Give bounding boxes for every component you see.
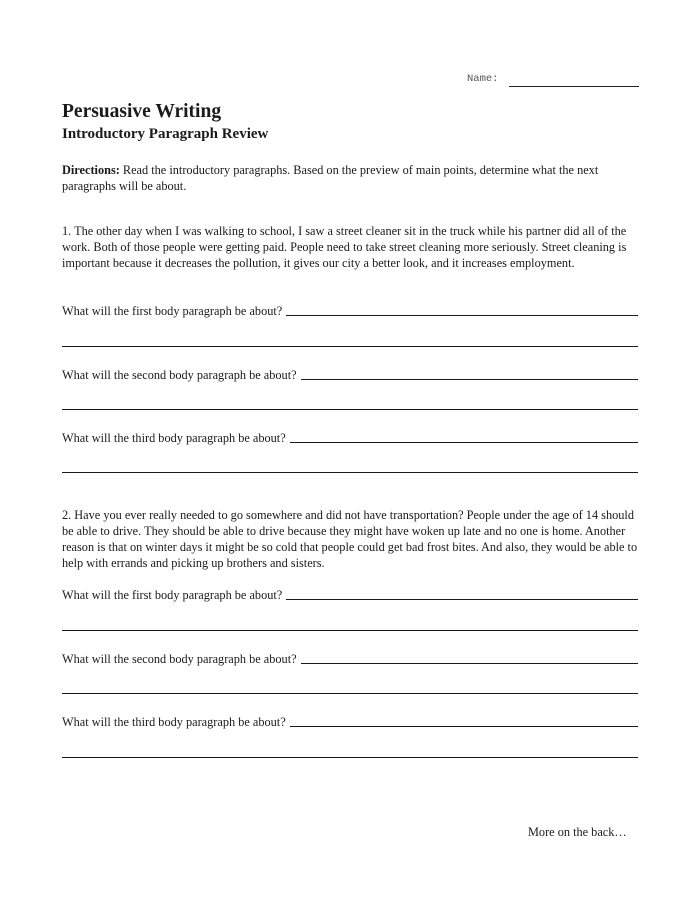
question-text: What will the first body paragraph be about? xyxy=(62,588,283,602)
question-row xyxy=(62,301,638,319)
name-label: Name: xyxy=(467,73,499,85)
name-answer-line[interactable] xyxy=(509,86,639,87)
worksheet-title: Persuasive Writing xyxy=(62,101,222,122)
directions xyxy=(62,162,640,194)
answer-line[interactable] xyxy=(62,693,638,694)
question-row xyxy=(62,585,638,603)
answer-line[interactable] xyxy=(290,442,638,443)
passage-1: 1. The other day when I was walking to school, I saw a street cleaner sit in the truck while his partner did all of the work. Both of those people were getting paid. People need to take street cleaning more seriously. Street cleaning is important because it decreases the pollution, it gives our city a better look, and it increases employment. xyxy=(62,224,627,270)
name-field[interactable] xyxy=(467,73,639,89)
answer-line[interactable] xyxy=(290,726,638,727)
answer-line[interactable] xyxy=(301,379,638,380)
question-text: What will the first body paragraph be about? xyxy=(62,304,283,318)
footer-note: More on the back… xyxy=(528,825,627,839)
question-row xyxy=(62,428,638,446)
directions-text: Read the introductory paragraphs. Based on the preview of main points, determine what the next paragraphs will be about. xyxy=(62,163,599,193)
answer-line[interactable] xyxy=(286,599,638,600)
question-text: What will the third body paragraph be about? xyxy=(62,431,286,445)
answer-line[interactable] xyxy=(62,630,638,631)
passage-2: 2. Have you ever really needed to go somewhere and did not have transportation? People under the age of 14 should be able to drive. They should be able to drive because they might have woken up late and no one is home. Another reason is that on winter days it might be so cold that people could get bad frost bites. And also, they would be able to help with errands and picking up brothers and sisters. xyxy=(62,508,638,570)
answer-line[interactable] xyxy=(62,757,638,758)
answer-line[interactable] xyxy=(62,472,638,473)
question-row xyxy=(62,365,638,383)
question-row xyxy=(62,649,638,667)
question-row xyxy=(62,712,638,730)
answer-line[interactable] xyxy=(286,315,638,316)
answer-line[interactable] xyxy=(62,346,638,347)
question-text: What will the second body paragraph be about? xyxy=(62,368,297,382)
worksheet-subtitle: Introductory Paragraph Review xyxy=(62,126,269,142)
question-text: What will the third body paragraph be about? xyxy=(62,715,286,729)
question-text: What will the second body paragraph be about? xyxy=(62,652,297,666)
answer-line[interactable] xyxy=(62,409,638,410)
directions-label: Directions: xyxy=(62,163,120,177)
answer-line[interactable] xyxy=(301,663,638,664)
